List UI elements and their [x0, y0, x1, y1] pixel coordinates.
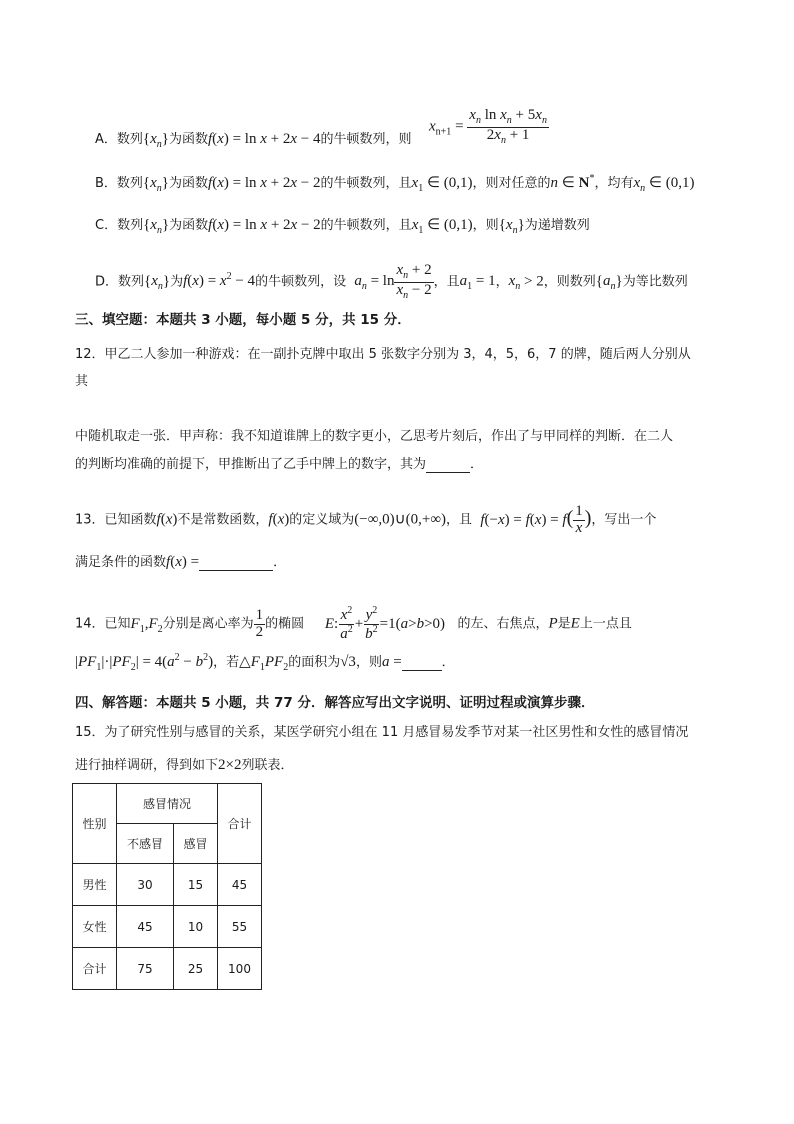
table-row	[73, 864, 262, 906]
option-b-text4: ，均有	[594, 176, 634, 191]
option-d-text4: ，	[495, 274, 509, 290]
option-d-text: 为	[170, 274, 184, 290]
option-b-text: 为函数	[169, 176, 209, 191]
q13-answer-blank	[199, 555, 273, 571]
q13-text2: 不是常数函数，	[177, 512, 269, 528]
q12-line4-end: ．	[470, 457, 484, 472]
q12-answer-blank	[426, 457, 470, 473]
cell-total: 45	[218, 864, 262, 906]
option-a-text: 为函数	[168, 132, 208, 147]
option-c-text: 为函数	[169, 218, 209, 233]
q14-text4: 的左、右焦点，	[457, 616, 549, 632]
q13-line2-end: ．	[273, 555, 287, 570]
q14-text2: 分别是离心率为	[162, 616, 254, 632]
q12-line1: 12．甲乙二人参加一种游戏：在一副扑克牌中取出 5 张数字分别为 3，4，5，6，7 的牌，随后两人分别从	[75, 347, 691, 362]
q14-text9: ，则	[355, 655, 382, 670]
table-row	[73, 906, 262, 948]
cell-no-cold: 30	[117, 864, 174, 906]
cell-no-cold: 75	[117, 948, 174, 990]
section-3-heading: 三、填空题：本题共 3 小题，每小题 5 分，共 15 分．	[75, 312, 411, 328]
option-d-suffix: 为等比数列	[622, 274, 688, 290]
option-c-text3: ，则	[472, 218, 499, 233]
q14-line1: 14．已知$F_1,F_2$分别是离心率为 $\frac{1}{2}$ 的椭圆 E: $\frac{x^2}{a^2}$ + $\frac{y^2}{b^2}$ =1(a>b>0) 的左、右焦点，P是E上一点且	[75, 605, 632, 642]
q14-text1: 14．已知	[75, 616, 131, 632]
cell-cold: 25	[174, 948, 218, 990]
q12-line4	[75, 453, 483, 473]
q14-end: ．	[441, 655, 455, 670]
q12-line4-text: 的判断均准确的前提下，甲推断出了乙手中牌上的数字，其为	[75, 457, 427, 472]
q15-line2-text: 进行抽样调研，得到如下	[75, 758, 219, 773]
cell-total: 55	[218, 906, 262, 948]
option-b-text2: 的牛顿数列，且	[320, 176, 412, 191]
option-a-recurrence: $x_{n+1}$ = $\frac{x_n \ln x_n + 5x_n}{2x_n + 1}$	[429, 107, 547, 146]
option-a-prefix: A．数列	[95, 132, 143, 147]
header-gender: 性别	[73, 784, 117, 864]
section-4-heading: 四、解答题：本题共 5 小题，共 77 分．解答应写出文字说明、证明过程或演算步骤．	[75, 695, 595, 711]
cell-no-cold: 45	[117, 906, 174, 948]
header-total: 合计	[218, 784, 262, 864]
option-c-text2: 的牛顿数列，且	[320, 218, 412, 233]
option-d-text5: ，则数列	[543, 274, 596, 290]
cell-total: 100	[218, 948, 262, 990]
cell-cold: 10	[174, 906, 218, 948]
q15-line1: 15．为了研究性别与感冒的关系，某医学研究小组在 11 月感冒易发季节对某一社区男性和女性的感冒情况	[75, 725, 689, 740]
q13-text5: ，写出一个	[591, 512, 657, 528]
option-b: B．数列$\{x_n\}$为函数f(x) = ln x + 2x − 2的牛顿数列，且$x_1$ ∈ (0,1)，则对任意的n ∈ N*，均有$x_n$ ∈ (0,1)	[95, 173, 695, 194]
header-no-cold: 不感冒	[117, 824, 174, 864]
option-a: A．数列$\{x_n\}$为函数f(x) = ln x + 2x − 4的牛顿数列，则	[95, 131, 412, 150]
cell-cold: 15	[174, 864, 218, 906]
header-cold-yes: 感冒	[174, 824, 218, 864]
row-label: 男性	[73, 864, 117, 906]
row-label: 女性	[73, 906, 117, 948]
q13-text1: 13．已知函数	[75, 512, 157, 528]
q12-line3: 中随机取走一张．甲声称：我不知道谁牌上的数字更小，乙思考片刻后，作出了与甲同样的判断．在二人	[75, 429, 674, 444]
row-label: 合计	[73, 948, 117, 990]
q14-text3: 的椭圆	[265, 616, 305, 632]
q14-text5: 是	[557, 616, 571, 632]
q13-line2: 满足条件的函数f(x) = ．	[75, 554, 287, 570]
option-d-text3: ，且	[433, 274, 460, 290]
q14-text6: 上一点且	[579, 616, 632, 632]
q14-line2: $|PF_1|\cdot|PF_2| = 4(a^2 - b^2)$，若$\triangle F_1PF_2$的面积为√3，则a = ．	[75, 652, 455, 673]
q14-text8: 的面积为	[288, 655, 341, 670]
q13-line1: 13．已知函数f(x)不是常数函数，f(x)的定义域为(−∞,0)∪(0,+∞)，且 f(−x) = f(x) = f( $\frac{1}{x}$ )，写出一个	[75, 503, 657, 536]
option-c: C．数列$\{x_n\}$为函数f(x) = ln x + 2x − 2的牛顿数列，且$x_1$ ∈ (0,1)，则$\{x_n\}$为递增数列	[95, 217, 590, 236]
header-cold: 感冒情况	[117, 784, 218, 824]
option-c-prefix: C．数列	[95, 218, 144, 233]
option-c-suffix: 为递增数列	[524, 218, 590, 233]
option-d-text2: 的牛顿数列，设	[255, 274, 347, 290]
q15-line2-end: 列联表．	[241, 758, 294, 773]
q13-text4: ，且	[446, 512, 473, 528]
option-d-prefix: D．数列	[95, 274, 145, 290]
q13-text3: 的定义域为	[289, 512, 355, 528]
option-a-text2: 的牛顿数列，则	[320, 132, 412, 147]
q14-text7: ，若	[213, 655, 240, 670]
q14-answer-blank	[402, 655, 442, 671]
option-d: D．数列$\{x_n\}$为$f(x) = x^2 - 4$的牛顿数列，设 $a_n = \ln$ $\frac{x_n + 2}{x_n - 2}$ ，且$a_1 = 1$，$x_n > 2$，则数列$\{a_n\}$为等比数列	[95, 262, 688, 301]
q12-line2: 其	[75, 374, 89, 389]
option-b-text3: ，则对任意的	[472, 176, 551, 191]
q15-line2: 进行抽样调研，得到如下2×2列联表．	[75, 757, 294, 773]
q13-line2-text: 满足条件的函数	[75, 555, 167, 570]
option-b-prefix: B．数列	[95, 176, 143, 191]
contingency-table	[72, 783, 262, 990]
table-row	[73, 948, 262, 990]
